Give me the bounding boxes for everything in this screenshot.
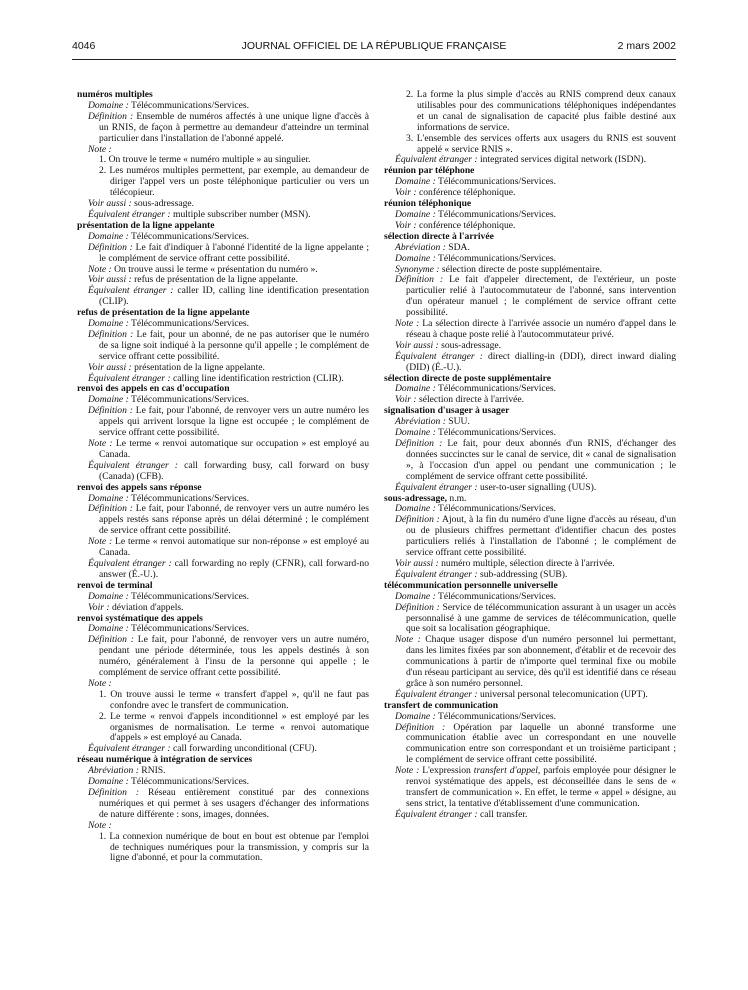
entry-field [395, 635, 676, 690]
entry-term: renvoi de terminal [77, 579, 153, 591]
field-text: Télécommunications/Services. [128, 590, 250, 602]
issue-date: 2 mars 2002 [617, 40, 676, 52]
field-text: universal personal telecomunication (UPT). [477, 688, 648, 700]
field-text: parfois employée pour désigner le renvoi systématique des appels, est déconseillée dans le sens de « transfert de communication ». En effet, le terme « appel » désigne, au sens strict, la tentative d'établissement d'une communication. [406, 765, 677, 809]
journal-title: JOURNAL OFFICIEL DE LA RÉPUBLIQUE FRANÇAISE [241, 40, 507, 52]
field-text: Le fait d'appeler directement, de l'extérieur, un poste particulier relié à l'autocommutateur de l'abonné, sans intervention d'un opérateur manuel ; le complément de service offrant cette possibilité. [406, 274, 677, 319]
entry-term: sélection directe à l'arrivée [384, 230, 494, 242]
field-text: L'expression [419, 765, 474, 777]
field-label: Abréviation : [395, 241, 446, 253]
field-label: Domaine : [395, 427, 436, 439]
entry-field [88, 243, 369, 265]
field-text: Télécommunications/Services. [128, 318, 250, 330]
field-text: On trouve aussi le terme « présentation du numéro ». [111, 263, 318, 275]
field-label: Domaine : [395, 176, 436, 188]
field-label: Note : [88, 143, 112, 155]
field-label: Voir aussi : [88, 274, 132, 286]
field-label: Domaine : [395, 503, 436, 515]
field-text: Télécommunications/Services. [128, 776, 250, 788]
field-label: Note : [395, 765, 420, 777]
entry-term: numéros multiples [77, 89, 153, 100]
page-header [72, 40, 676, 56]
field-label: Équivalent étranger : [395, 568, 478, 580]
entry-field [88, 461, 369, 483]
field-text: sélection directe à l'arrivée. [416, 394, 525, 406]
field-text: Télécommunications/Services. [435, 176, 557, 188]
field-label: Abréviation : [88, 765, 139, 777]
field-label: Définition : [88, 503, 133, 515]
entry-field [395, 515, 676, 559]
note-item: 1. On trouve le terme « numéro multiple » au singulier. [99, 154, 311, 166]
field-label: Définition : [395, 721, 446, 733]
field-label: Synonyme : [395, 263, 440, 275]
entry-field [395, 766, 676, 810]
field-text: Le fait, pour un abonné, de ne pas autoriser que le numéro de sa ligne soit indiqué à la personne qu'il appelle ; le complément de service offrant cette possibilité. [99, 328, 369, 362]
field-label: Domaine : [395, 208, 436, 220]
field-text: Télécommunications/Services. [435, 427, 557, 439]
field-text: sous-adressage. [131, 198, 195, 210]
field-text: user-to-user signalling (UUS). [477, 481, 597, 493]
entry-term: renvoi systématique des appels [77, 612, 203, 624]
field-label: Domaine : [88, 623, 129, 635]
field-label: Note : [395, 634, 421, 646]
field-label: Note : [88, 536, 113, 548]
field-text: numéro multiple, sélection directe à l'arrivée. [438, 557, 615, 569]
field-text: SDA. [445, 241, 470, 253]
field-text: Télécommunications/Services. [435, 208, 557, 220]
entry-field [88, 330, 369, 363]
field-text: Télécommunications/Services. [128, 230, 250, 242]
field-label: Domaine : [88, 492, 129, 504]
field-label: Voir : [395, 187, 417, 199]
field-text: direct dialling-in (DDI), direct inward dialing (DID) (É.-U.). [406, 350, 676, 373]
field-label: Domaine : [395, 590, 436, 602]
field-text: Le fait, pour l'abonné, de renvoyer vers un autre numéro, pendant une période déterminée, tous les appels destinés à son numéro, généralement à l'insu de la personne qui appelle ; le complément de service offrant cette possibilité. [99, 634, 369, 679]
field-label: Définition : [88, 634, 134, 646]
field-text: Télécommunications/Services. [128, 394, 250, 406]
field-text: Télécommunications/Services. [435, 590, 557, 602]
field-text: conférence téléphonique. [416, 219, 516, 231]
field-label: Définition : [395, 274, 444, 286]
field-text: Le fait d'indiquer à l'abonné l'identité de la ligne appelante ; le complément de service offrant cette possibilité. [99, 241, 370, 264]
note-item: 2. Les numéros multiples permettent, par exemple, au demandeur de diriger l'appel vers un poste téléphonique particulier ou vers un télécopieur. [99, 165, 369, 199]
field-label: Définition : [88, 787, 140, 798]
note-item: 1. On trouve aussi le terme « transfert d'appel », qu'il ne faut pas confondre avec le transfert de communication. [99, 688, 369, 711]
field-label: Domaine : [395, 383, 436, 395]
entry-field [395, 319, 676, 341]
field-label: Définition : [88, 405, 133, 417]
field-text: Le terme « renvoi automatique sur occupation » est employé au Canada. [99, 438, 369, 460]
field-label: Équivalent étranger : [88, 208, 171, 220]
right-column [384, 90, 676, 821]
field-text: call forwarding unconditional (CFU). [170, 743, 317, 755]
field-label: Définition : [395, 438, 443, 449]
field-text: integrated services digital network (ISDN). [477, 154, 646, 166]
field-emphasis: transfert d'appel, [473, 765, 541, 777]
entry-field [395, 603, 676, 636]
field-label: Équivalent étranger : [88, 285, 174, 297]
field-text: Télécommunications/Services. [435, 252, 557, 264]
note-item: 1. La connexion numérique de bout en bout est obtenue par l'emploi de techniques numériques pour la transmission, y compris sur la ligne d'abonné, et pour la commutation. [99, 830, 369, 864]
entry-field [88, 603, 369, 614]
field-text: sub-addressing (SUB). [477, 568, 568, 580]
field-text: Ajout, à la fin du numéro d'une ligne d'accès au réseau, d'un ou de plusieurs chiffres permettant d'identifier chacun des postes particuliers reliés à l'installation de l'abonné ; le complément de service offrant cette possibilité. [406, 514, 677, 559]
field-label: Équivalent étranger : [395, 350, 483, 362]
field-text: Réseau entièrement constitué par des connexions numériques et qui permet à ses usagers d'échanger des informations de nature différente : sons, images, données. [99, 787, 370, 820]
field-text: Télécommunications/Services. [128, 492, 250, 504]
field-text: Télécommunications/Services. [435, 503, 557, 515]
entry-field [395, 439, 676, 483]
entry-term: refus de présentation de la ligne appelante [77, 307, 250, 319]
field-label: Équivalent étranger : [88, 743, 171, 755]
field-label: Voir aussi : [395, 557, 439, 569]
field-text: déviation d'appels. [109, 601, 184, 613]
entry-field [395, 810, 676, 821]
field-label: Note : [88, 263, 112, 275]
field-text: SUU. [445, 416, 470, 428]
field-label: Équivalent étranger : [395, 154, 478, 166]
field-label: Voir : [395, 394, 417, 406]
entry-term: réseau numérique à intégration de services [77, 754, 253, 766]
entry-field [88, 635, 369, 679]
field-label: Domaine : [88, 776, 129, 788]
field-label: Voir : [395, 219, 417, 231]
field-label: Équivalent étranger : [88, 557, 172, 569]
field-text: Le fait, pour l'abonné, de renvoyer vers un autre numéro les appels qui arrivent lorsque la ligne est occupée ; le complément de service offrant cette possibilité. [99, 405, 369, 439]
entry-term: signalisation d'usager à usager [384, 405, 510, 417]
field-text: multiple subscriber number (MSN). [170, 208, 311, 220]
field-label: Domaine : [88, 230, 129, 242]
field-text: Le fait, pour l'abonné, de renvoyer vers un autre numéro les appels restés sans réponse après un délai déterminé ; le complément de service offrant cette possibilité. [99, 503, 369, 537]
field-text: call transfer. [477, 808, 528, 820]
field-text: call forwarding no reply (CFNR), call forward-no answer (É.-U.). [99, 557, 369, 580]
term-grammar: n.m. [447, 492, 467, 504]
field-text: présentation de la ligne appelante. [131, 361, 265, 373]
note-item: 3. L'ensemble des services offerts aux usagers du RNIS est souvent appelé « service RNIS ». [406, 132, 676, 155]
field-text: Le terme « renvoi automatique sur non-réponse » est employé au Canada. [99, 536, 369, 559]
field-label: Domaine : [395, 252, 436, 264]
field-text: Le fait, pour deux abonnés d'un RNIS, d'échanger des données succinctes sur le canal de service, dit « canal de signalisation », à l'occasion d'un appel ou pendant une communication ; le complément de service offrant cette possibilité. [406, 438, 676, 482]
field-label: Note : [88, 819, 112, 831]
entry-term: présentation de la ligne appelante [77, 219, 215, 231]
field-text: Télécommunications/Services. [128, 623, 250, 635]
field-label: Domaine : [395, 710, 436, 722]
entry-field [88, 788, 369, 821]
entry-term: télécommunication personnelle universelle [384, 579, 558, 591]
field-label: Domaine : [88, 590, 129, 602]
field-label: Note : [88, 677, 112, 689]
field-label: Abréviation : [395, 416, 446, 428]
note-item: 2. Le terme « renvoi d'appels inconditionnel » est employé par les organismes de normalisation. Le terme « renvoi automatique d'appels » est employé au Canada. [99, 710, 369, 744]
field-label: Domaine : [88, 394, 129, 406]
field-text: RNIS. [138, 765, 166, 777]
field-label: Note : [395, 318, 420, 330]
entry-term: réunion par téléphone [384, 165, 475, 177]
entry-term: réunion téléphonique [384, 198, 472, 210]
entry-field [88, 821, 369, 832]
entry-field [88, 504, 369, 537]
note-item: 2. La forme la plus simple d'accès au RNIS comprend deux canaux utilisables pour des communications téléphoniques indépendantes et un canal de signalisation de capacité plus faible destiné aux informations de service. [406, 89, 676, 133]
left-column [77, 90, 369, 864]
field-label: Définition : [88, 328, 134, 340]
field-text: Ensemble de numéros affectés à une unique ligne d'accès à un RNIS, de façon à permettre au demandeur d'atteindre un terminal particulier dans l'installation de l'abonné appelé. [99, 110, 370, 144]
field-text: caller ID, calling line identification presentation (CLIP). [99, 285, 369, 308]
field-text: Télécommunications/Services. [128, 99, 250, 111]
field-label: Domaine : [88, 99, 129, 111]
field-label: Équivalent étranger : [395, 688, 478, 700]
header-rule [72, 59, 676, 60]
field-label: Équivalent étranger : [395, 808, 478, 820]
field-text: Service de télécommunication assurant à un usager un accès personnalisé à une gamme de services de télécommunication, quelle que soit sa localisation géographique. [406, 601, 677, 635]
field-text: conférence téléphonique. [416, 187, 516, 199]
entry-term: transfert de communication [384, 699, 499, 711]
field-text: Télécommunications/Services. [435, 383, 557, 395]
entry-field [88, 439, 369, 461]
field-label: Voir : [88, 601, 110, 613]
field-label: Équivalent étranger : [88, 372, 171, 384]
entry-field [88, 559, 369, 581]
field-label: Définition : [88, 241, 133, 253]
field-label: Voir aussi : [395, 339, 439, 351]
field-label: Définition : [395, 514, 440, 526]
field-label: Équivalent étranger : [88, 459, 178, 471]
field-label: Domaine : [88, 318, 129, 330]
entry-field [88, 406, 369, 439]
entry-field [395, 483, 676, 494]
page-number: 4046 [72, 40, 96, 52]
field-text: sélection directe de poste supplémentaire. [439, 263, 602, 275]
field-label: Note : [88, 438, 113, 449]
entry-field [88, 537, 369, 559]
field-text: Chaque usager dispose d'un numéro personnel lui permettant, dans les limites fixées par son abonnement, d'établir et de recevoir des communications à partir de n'importe quel terminal fixe ou mobile d'un réseau participant au service, dès qu'il est identifié dans ce réseau grâce à son numéro personnel. [406, 634, 676, 689]
field-label: Définition : [395, 601, 440, 613]
entry-field [88, 112, 369, 145]
entry-field [395, 352, 676, 374]
entry-field [395, 723, 676, 767]
entry-field [395, 275, 676, 319]
field-text: refus de présentation de la ligne appelante. [131, 274, 298, 286]
entry-term: renvoi des appels sans réponse [77, 481, 202, 493]
field-text: La sélection directe à l'arrivée associe un numéro d'appel dans le réseau à chaque poste relié à l'autocommutateur privé. [406, 318, 677, 340]
entry-field [88, 286, 369, 308]
field-label: Définition : [88, 110, 134, 122]
field-label: Équivalent étranger : [395, 481, 478, 493]
entry-term: renvoi des appels en cas d'occupation [77, 383, 230, 395]
entry-term: sous-adressage, n.m. [384, 492, 467, 504]
entry-term: sélection directe de poste supplémentaire [384, 372, 551, 384]
field-text: calling line identification restriction (CLIR). [170, 372, 344, 384]
field-text: call forwarding busy, call forward on busy (Canada) (CFB). [99, 459, 369, 482]
field-text: Opération par laquelle un abonné transforme une communication établie avec un correspondant en une nouvelle communication entre son correspondant et un troisième participant ; le complément de service offrant cette possibilité. [406, 721, 676, 766]
field-label: Voir aussi : [88, 361, 132, 373]
field-label: Voir aussi : [88, 198, 132, 210]
field-text: Télécommunications/Services. [435, 710, 557, 722]
field-text: sous-adressage. [438, 339, 502, 351]
